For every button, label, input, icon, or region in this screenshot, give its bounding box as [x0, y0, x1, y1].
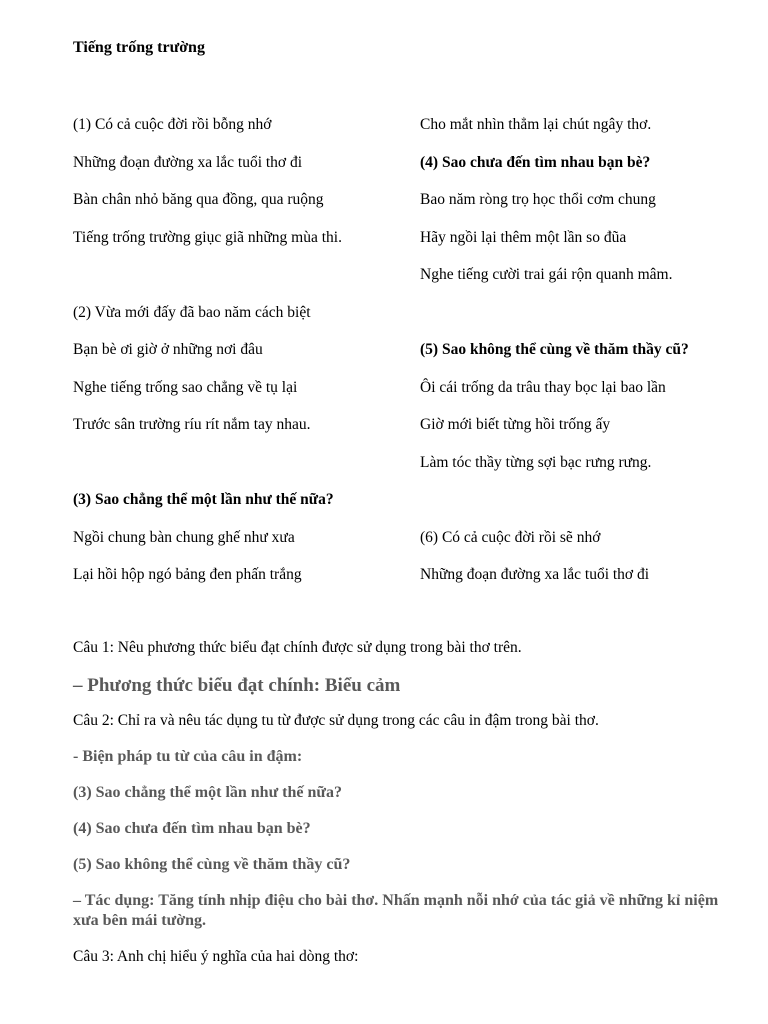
- questions-section: [73, 638, 733, 983]
- poem-line-bold: (5) Sao không thể cùng về thăm thầy cũ?: [420, 341, 689, 358]
- poem-line: Ôi cái trống da trâu thay bọc lại bao lần: [420, 378, 666, 396]
- poem-line: Bạn bè ơi giờ ở những nơi đâu: [73, 341, 263, 358]
- poem-line: Hãy ngồi lại thêm một lần so đũa: [420, 228, 627, 246]
- answer-2-heading: - Biện pháp tu từ của câu in đậm:: [73, 748, 303, 765]
- poem-line-bold: (4) Sao chưa đến tìm nhau bạn bè?: [420, 153, 651, 171]
- poem-line: Bàn chân nhỏ băng qua đồng, qua ruộng: [73, 191, 324, 208]
- question-1: Câu 1: Nêu phương thức biểu đạt chính được sử dụng trong bài thơ trên.: [73, 639, 522, 656]
- stanza-gap: [73, 265, 413, 303]
- question-3: Câu 3: Anh chị hiểu ý nghĩa của hai dòng thơ:: [73, 948, 359, 965]
- poem-line: Giờ mới biết từng hồi trống ấy: [420, 416, 611, 433]
- poem-line: Những đoạn đường xa lắc tuổi thơ đi: [420, 566, 650, 583]
- answer-2-line-4: (4) Sao chưa đến tìm nhau bạn bè?: [73, 820, 311, 837]
- poem-line: Những đoạn đường xa lắc tuổi thơ đi: [73, 153, 303, 171]
- stanza-gap: [420, 303, 760, 341]
- poem-line: (1) Có cả cuộc đời rồi bỗng nhớ: [73, 116, 272, 133]
- poem-line: Lại hồi hộp ngó bảng đen phấn trắng: [73, 566, 302, 583]
- answer-2-effect: – Tác dụng: Tăng tính nhịp điệu cho bài thơ. Nhấn mạnh nỗi nhớ của tác giả về những kỉ niệm xưa bên mái tường.: [73, 892, 719, 929]
- poem-left-column: [73, 115, 413, 603]
- poem-line: Ngồi chung bàn chung ghế như xưa: [73, 528, 295, 546]
- poem-line: Nghe tiếng cười trai gái rộn quanh mâm.: [420, 266, 673, 283]
- answer-2-line-3: (3) Sao chẳng thể một lần như thế nữa?: [73, 784, 343, 801]
- poem-line: Cho mắt nhìn thẳm lại chút ngây thơ.: [420, 116, 652, 133]
- document-title: Tiếng trống trường: [73, 39, 205, 56]
- question-2: Câu 2: Chỉ ra và nêu tác dụng tu từ được sử dụng trong các câu in đậm trong bài thơ.: [73, 712, 599, 729]
- stanza-gap: [420, 490, 760, 528]
- poem-line: Nghe tiếng trống sao chẳng về tụ lại: [73, 378, 298, 396]
- poem-line: Tiếng trống trường giục giã những mùa thi.: [73, 228, 342, 246]
- stanza-gap: [73, 453, 413, 491]
- answer-1: – Phương thức biểu đạt chính: Biểu cảm: [73, 675, 401, 696]
- poem-line: (2) Vừa mới đấy đã bao năm cách biệt: [73, 303, 311, 321]
- poem-line: (6) Có cả cuộc đời rồi sẽ nhớ: [420, 528, 601, 546]
- poem-line: Bao năm ròng trọ học thổi cơm chung: [420, 191, 656, 208]
- poem-right-column: [420, 115, 760, 603]
- poem-line: Làm tóc thầy từng sợi bạc rưng rưng.: [420, 453, 652, 471]
- poem-line-bold: (3) Sao chẳng thể một lần như thế nữa?: [73, 491, 334, 508]
- poem-line: Trước sân trường ríu rít nắm tay nhau.: [73, 416, 311, 433]
- answer-2-line-5: (5) Sao không thể cùng về thăm thầy cũ?: [73, 856, 351, 873]
